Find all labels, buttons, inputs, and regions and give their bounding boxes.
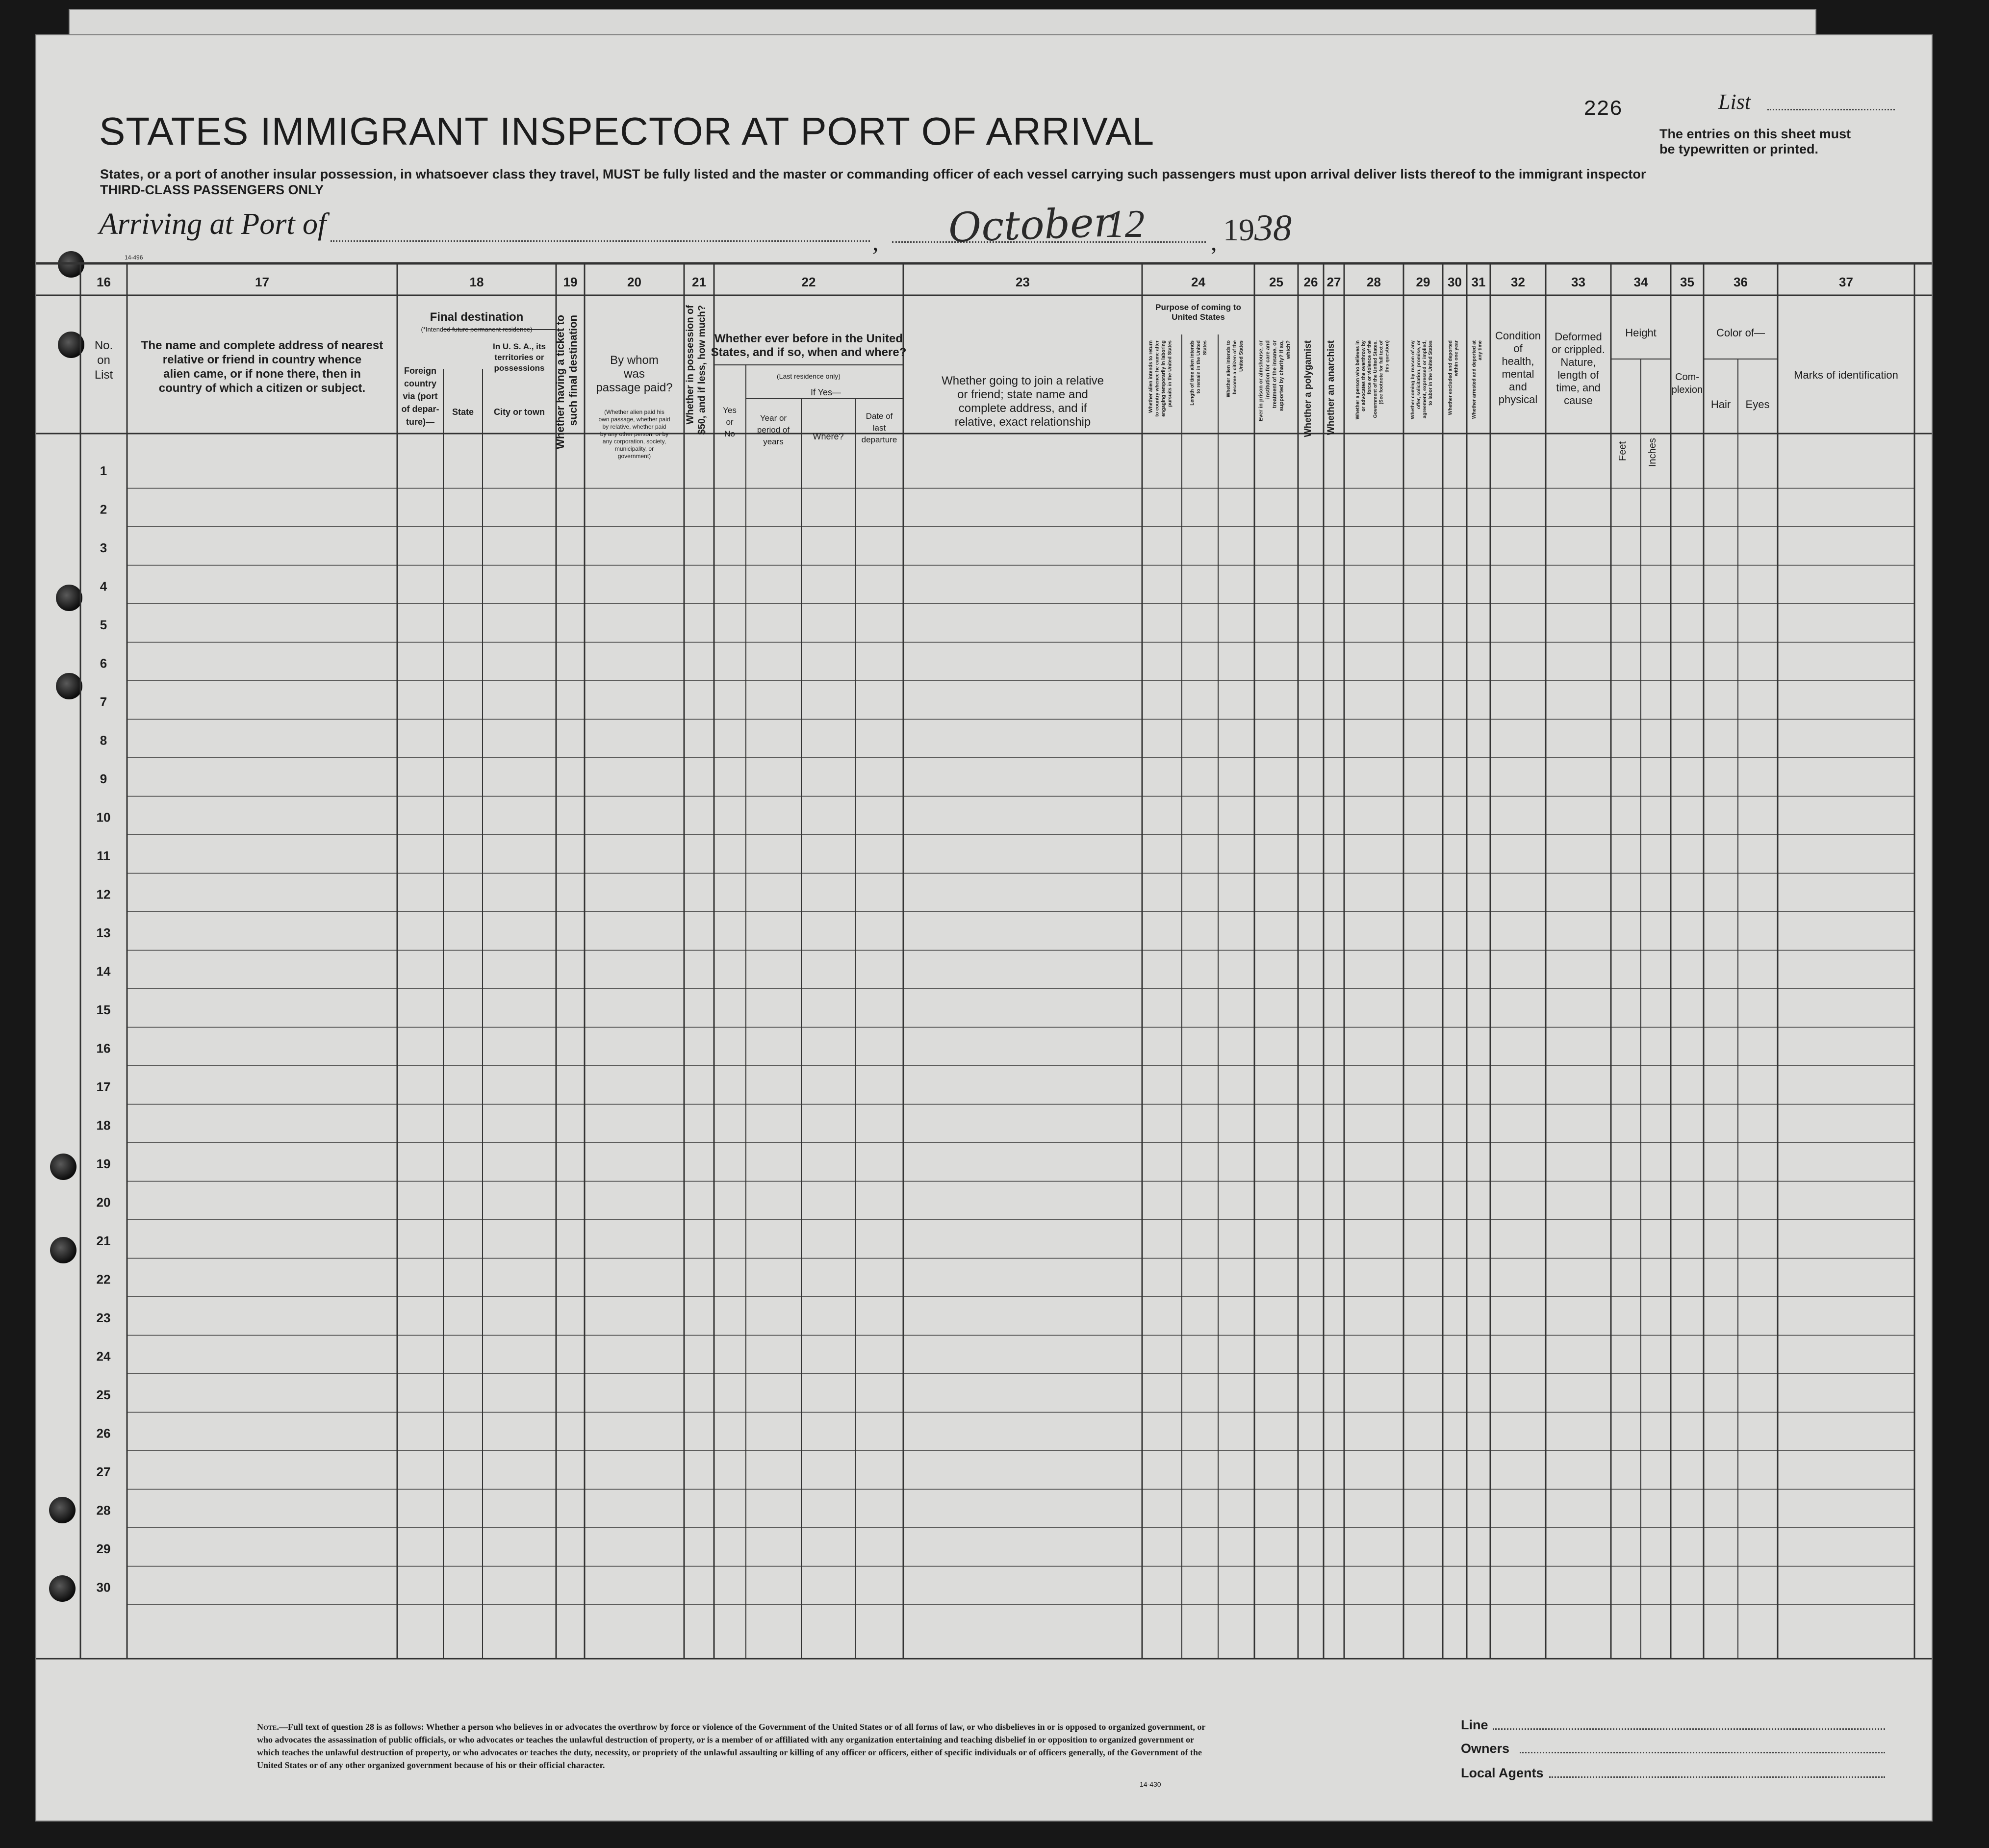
column-heading: by any other person, or by (600, 431, 669, 437)
column-heading: country of which a citizen or subject. (158, 382, 366, 395)
column-heading: plexion (1671, 385, 1703, 395)
year-suffix: 38 (1254, 207, 1292, 249)
column-subheading: years (763, 437, 784, 446)
column-heading: Government of the United States. (1373, 340, 1378, 418)
row-number: 14 (96, 964, 111, 979)
column-heading: length of (1557, 369, 1599, 381)
row-number: 8 (100, 733, 107, 748)
column-subheading: become a citizen of the (1232, 340, 1238, 395)
row-number: 16 (96, 1041, 111, 1056)
column-heading: Whether a person who believes in (1355, 340, 1361, 420)
column-number: 37 (1839, 275, 1853, 289)
column-heading: Nature, (1560, 356, 1596, 368)
column-heading: No. (94, 339, 113, 352)
column-heading: relative, exact relationship (954, 415, 1091, 429)
date-day: 12 (1105, 203, 1145, 246)
column-subheading: Yes (723, 406, 737, 415)
column-subheading: Feet (1617, 441, 1628, 461)
column-subheading: engaging temporarily in laboring (1161, 340, 1167, 417)
column-heading: municipality, or (614, 445, 654, 452)
row-number: 2 (100, 502, 107, 517)
column-heading: (*Intended future permanent residence) (421, 326, 533, 333)
column-heading: or friend; state name and (957, 388, 1088, 401)
row-number: 12 (96, 887, 111, 902)
row-number: 26 (96, 1426, 111, 1441)
column-subheading: via (port (403, 391, 438, 401)
row-number: 18 (96, 1118, 111, 1133)
arriving-label: Arriving at Port of (99, 207, 327, 241)
row-number: 5 (100, 617, 107, 632)
column-number: 22 (801, 275, 816, 289)
row-number: 19 (96, 1156, 111, 1171)
column-heading: time, and (1556, 382, 1601, 394)
manifest-sheet (35, 34, 1933, 1822)
entries-note-line-1: The entries on this sheet must (1659, 127, 1851, 141)
row-number: 4 (100, 579, 107, 594)
row-number: 11 (97, 848, 110, 863)
column-subheading: United States (1239, 340, 1244, 372)
column-heading: such final destination (567, 315, 579, 426)
column-heading: Whether ever before in the United (714, 332, 903, 345)
row-number: 10 (96, 810, 111, 825)
column-heading: United States (1172, 312, 1225, 322)
column-heading: Whether a polygamist (1303, 340, 1313, 437)
column-heading: Color of— (1716, 327, 1765, 339)
column-heading: States, and if so, when and where? (711, 346, 907, 359)
column-heading: to labor in the United States (1428, 340, 1433, 406)
class-line: THIRD-CLASS PASSENGERS ONLY (100, 182, 324, 197)
column-heading: alien came, or if none there, then in (163, 367, 361, 381)
column-number: 34 (1633, 275, 1648, 289)
row-number: 28 (96, 1503, 111, 1518)
column-subheading: Whether alien intends to return (1148, 340, 1154, 413)
row-number: 30 (96, 1580, 111, 1595)
row-number: 27 (96, 1464, 111, 1479)
column-subheading: Eyes (1745, 398, 1770, 411)
column-subheading: ture)— (406, 417, 434, 427)
manifest-grid (36, 35, 1932, 1821)
column-number: 17 (255, 275, 269, 289)
row-number: 7 (100, 694, 107, 709)
column-subheading: Whether alien intends to (1226, 340, 1231, 398)
column-heading: passage paid? (596, 381, 673, 394)
column-subheading: to country whence he came after (1154, 340, 1160, 417)
column-number: 35 (1680, 275, 1694, 289)
column-subheading: or (726, 417, 734, 427)
column-heading: Purpose of coming to (1155, 303, 1241, 312)
column-heading: or advocates the overthrow by (1361, 340, 1367, 412)
column-heading: (Whether alien paid his (604, 409, 664, 415)
column-heading: By whom (610, 354, 659, 367)
column-heading: any corporation, society, (602, 438, 666, 445)
owners-label: Owners (1461, 1741, 1510, 1756)
row-number: 22 (96, 1272, 111, 1287)
column-number: 21 (692, 275, 706, 289)
column-heading: Deformed (1555, 331, 1602, 343)
row-number: 9 (100, 771, 107, 786)
column-heading: Whether an anarchist (1326, 340, 1336, 436)
column-heading: Whether going to join a relative (942, 374, 1104, 387)
column-subheading: Date of (866, 411, 893, 421)
column-number: 29 (1416, 275, 1430, 289)
column-subheading: departure (861, 435, 897, 444)
row-number: 29 (96, 1541, 111, 1556)
column-number: 23 (1016, 275, 1030, 289)
column-heading: physical (1498, 393, 1538, 406)
column-number: 31 (1471, 275, 1486, 289)
row-number: 17 (96, 1079, 111, 1094)
column-heading: (Last residence only) (777, 372, 841, 380)
row-number: 21 (96, 1233, 111, 1248)
column-heading: Ever in prison or almshouse, or (1258, 340, 1264, 422)
date-month: October (947, 199, 1114, 252)
column-heading: Com- (1675, 372, 1699, 383)
column-subheading: Hair (1710, 398, 1731, 411)
column-number: 30 (1448, 275, 1462, 289)
form-code-top: 14-496 (125, 254, 143, 261)
column-heading: within one year (1454, 340, 1459, 376)
column-number: 26 (1303, 275, 1318, 289)
column-subheading: Year or (760, 413, 787, 423)
footnote (257, 1720, 1213, 1771)
column-heading: of (1513, 342, 1523, 355)
column-subheading: State (452, 407, 474, 417)
column-heading: and (1509, 381, 1527, 393)
row-number: 20 (96, 1195, 111, 1210)
line-field (1493, 1728, 1885, 1730)
column-subheading: period of (757, 425, 790, 435)
column-heading: by relative, whether paid (602, 423, 666, 430)
row-number: 13 (96, 925, 111, 940)
column-number: 20 (627, 275, 641, 289)
column-heading: government) (617, 453, 651, 460)
column-heading: Whether having a ticket to (554, 315, 566, 449)
column-number: 24 (1191, 275, 1205, 289)
year-prefix: 19 (1223, 212, 1254, 247)
column-heading: own passage, whether paid (598, 416, 670, 423)
page-number: 226 (1583, 97, 1623, 122)
column-subheading: to remain in the United (1196, 340, 1201, 394)
column-heading: agreement, expressed or implied, (1422, 340, 1428, 418)
column-heading: institution for care and (1265, 340, 1271, 399)
column-heading: Whether in possession of (685, 305, 696, 425)
form-code-bottom: 14-430 (1140, 1780, 1161, 1788)
column-heading: offer, solicitation, promise, or (1416, 340, 1422, 410)
column-number: 25 (1269, 275, 1283, 289)
row-number: 6 (100, 656, 107, 671)
column-heading: List (94, 368, 113, 382)
column-number: 27 (1326, 275, 1341, 289)
column-heading: health, (1502, 355, 1534, 367)
column-heading: force or violence of the (1367, 340, 1373, 395)
column-number: 16 (97, 275, 111, 289)
row-number: 24 (96, 1349, 111, 1364)
comma: , (872, 228, 879, 256)
column-subheading: Length of time alien intends (1190, 340, 1195, 406)
column-subheading: territories or (494, 353, 544, 362)
column-subheading: country (404, 379, 437, 388)
column-subheading: Where? (813, 432, 844, 441)
row-number: 23 (96, 1310, 111, 1325)
column-subheading: Foreign (404, 366, 436, 376)
line-label: Line (1461, 1718, 1488, 1732)
row-number: 3 (100, 540, 107, 555)
column-heading: complete address, and if (958, 402, 1087, 415)
row-number: 25 (96, 1387, 111, 1402)
entries-note-line-2: be typewritten or printed. (1659, 142, 1819, 156)
form-title: STATES IMMIGRANT INSPECTOR AT PORT OF ARRIVAL (99, 109, 1155, 153)
column-heading: The name and complete address of nearest (141, 339, 383, 352)
column-subheading: last (872, 423, 886, 433)
column-subheading: In U. S. A., its (493, 342, 546, 351)
column-number: 19 (563, 275, 578, 289)
column-number: 18 (469, 275, 484, 289)
column-heading: which? (1285, 340, 1292, 359)
row-number: 1 (100, 463, 107, 478)
column-heading: $50, and if less, how much? (696, 305, 708, 435)
footnote-text: —Full text of question 28 is as follows: Whether a person who believes in or advocates the overthrow by force or violence of the Government of the United States or of all forms of law, or who disbelieves in or is opposed to organized government, or who advocates the assassination of public officials, or who advocates or teaches the unlawful destruction of property, or is a member of or affiliated with any organization entertaining and teaching disbelief in or opposition to organized government or which teaches the unlawful destruction of property, or who advocates or teaches the duty, necessity, or propriety of the unlawful assaulting or killing of any officer or officers, either of specific individuals or of officers generally, of the Government of the United States or of any other organized government because of his or their official character. (257, 1722, 1205, 1770)
column-number: 33 (1571, 275, 1585, 289)
column-subheading: No (724, 429, 735, 438)
column-subheading: States (1202, 340, 1208, 356)
column-heading: Height (1625, 327, 1657, 339)
column-heading: Marks of identification (1794, 369, 1898, 381)
column-heading: Whether coming by reason of any (1410, 340, 1416, 419)
column-number: 32 (1511, 275, 1525, 289)
column-subheading: possessions (494, 363, 545, 373)
owners-field (1520, 1752, 1885, 1753)
column-heading: relative or friend in country whence (162, 353, 362, 366)
column-heading: Final destination (430, 310, 524, 324)
column-subheading: of depar- (401, 404, 439, 414)
instruction-line: States, or a port of another insular possession, in whatsoever class they travel, MUST be fully listed and the master or commanding officer of each vessel carrying such passengers must upon arrival deliver lists thereof to the immigrant inspector (100, 167, 1646, 181)
column-subheading: If Yes— (810, 387, 842, 397)
column-heading: mental (1502, 368, 1534, 380)
column-heading: supported by charity? If so, (1278, 340, 1285, 411)
column-heading: was (624, 367, 645, 381)
column-heading: or crippled. (1552, 343, 1605, 356)
column-heading: any time (1478, 340, 1483, 360)
agents-field (1549, 1776, 1885, 1778)
agents-label: Local Agents (1461, 1766, 1544, 1780)
column-heading: Condition (1495, 330, 1541, 342)
column-number: 36 (1734, 275, 1748, 289)
comma: , (1211, 228, 1217, 256)
column-heading: (See footnote for full text of (1378, 340, 1384, 405)
footnote-label: Note. (257, 1722, 279, 1732)
column-heading: Whether arrested and deported at (1472, 340, 1477, 419)
column-heading: this question) (1384, 340, 1390, 373)
column-heading: cause (1564, 394, 1593, 407)
column-heading: on (97, 354, 110, 367)
column-subheading: City or town (494, 407, 545, 417)
row-number: 15 (96, 1002, 111, 1017)
list-label: List (1718, 90, 1751, 114)
column-subheading: Inches (1647, 438, 1658, 467)
column-heading: treatment of the insane, or (1272, 340, 1278, 409)
column-number: 28 (1367, 275, 1381, 289)
column-heading: Whether excluded and deported (1448, 340, 1454, 415)
column-subheading: pursuits in the United States (1167, 340, 1173, 407)
